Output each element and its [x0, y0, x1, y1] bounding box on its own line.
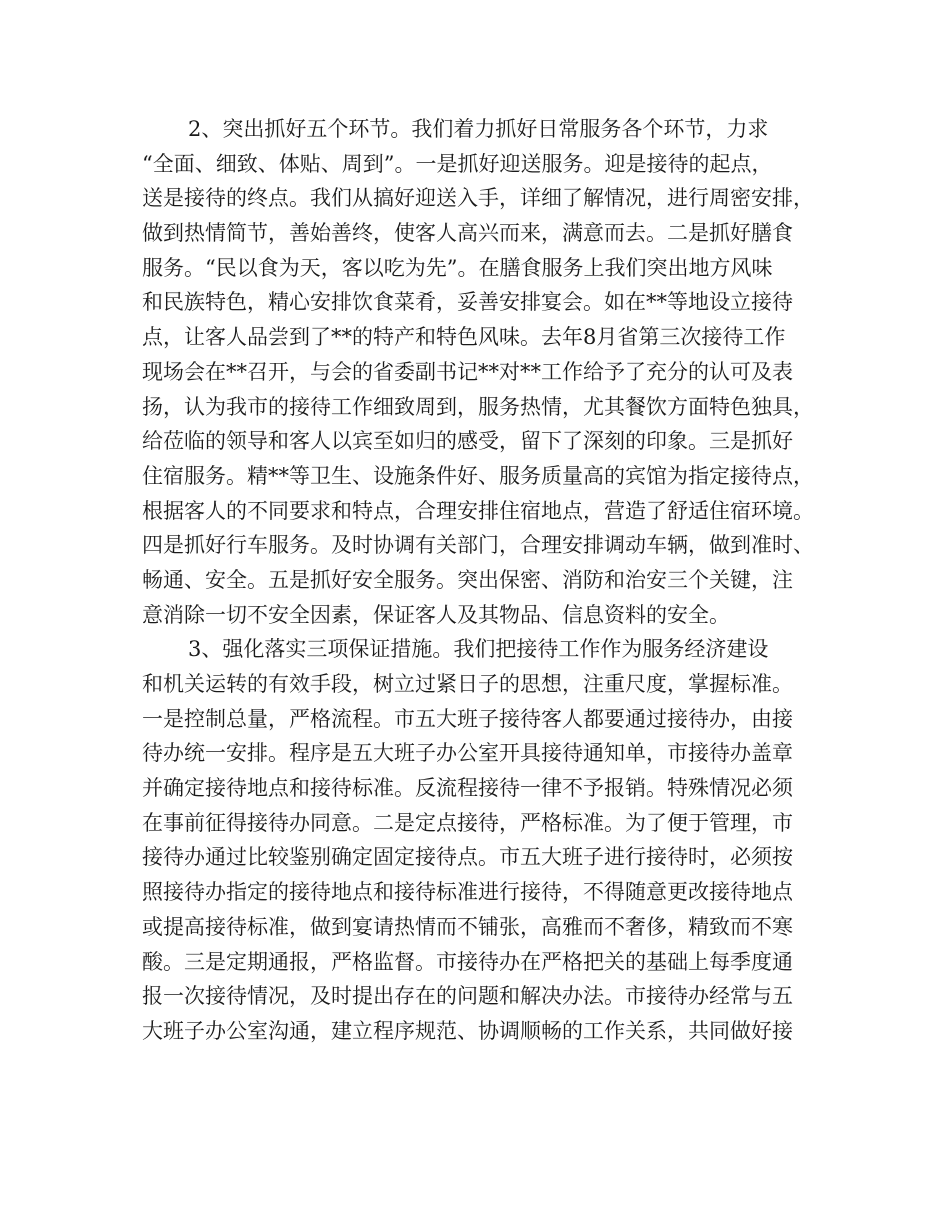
paragraph-2-line-2: “全面、细致、体贴、周到”。一是抓好迎送服务。迎是接待的起点， [142, 151, 773, 176]
paragraph-2-line-4: 做到热情简节，善始善终，使客人高兴而来，满意而去。二是抓好膳食 [142, 221, 793, 246]
paragraph-2-line-5: 服务。“民以食为天，客以吃为先”。在膳食服务上我们突出地方风味 [142, 255, 773, 280]
paragraph-2-line-10: 给莅临的领导和客人以宾至如归的感受，留下了深刻的印象。三是抓好 [142, 429, 793, 454]
paragraph-3-line-8: 照接待办指定的接待地点和接待标准进行接待，不得随意更改接待地点 [142, 880, 793, 905]
paragraph-2-line-7: 点，让客人品尝到了**的特产和特色风味。去年8月省第三次接待工作 [142, 325, 786, 350]
paragraph-2-line-14: 畅通、安全。五是抓好安全服务。突出保密、消防和治安三个关键，注 [142, 567, 793, 592]
paragraph-3-line-6: 在事前征得接待办同意。二是定点接待，严格标准。为了便于管理，市 [142, 810, 793, 835]
paragraph-3-line-10: 酸。三是定期通报，严格监督。市接待办在严格把关的基础上每季度通 [142, 949, 793, 974]
paragraph-2-line-3: 送是接待的终点。我们从搞好迎送入手，详细了解情况，进行周密安排， [142, 186, 814, 211]
paragraph-3-line-7: 接待办通过比较鉴别确定固定接待点。市五大班子进行接待时，必须按 [142, 845, 793, 870]
paragraph-3-line-5: 并确定接待地点和接待标准。反流程接待一律不予报销。特殊情况必须 [142, 776, 793, 801]
paragraph-2-line-12: 根据客人的不同要求和特点，合理安排住宿地点，营造了舒适住宿环境。 [142, 498, 814, 523]
paragraph-2-line-11: 住宿服务。精**等卫生、设施条件好、服务质量高的宾馆为指定接待点， [142, 463, 814, 488]
paragraph-3-line-12: 大班子办公室沟通，建立程序规范、协调顺畅的工作关系，共同做好接 [142, 1018, 793, 1043]
paragraph-3-line-1: 3、强化落实三项保证措施。我们把接待工作作为服务经济建设 [188, 637, 769, 662]
paragraph-2-line-13: 四是抓好行车服务。及时协调有关部门，合理安排调动车辆，做到准时、 [142, 533, 814, 558]
paragraph-3-line-11: 报一次接待情况，及时提出存在的问题和解决办法。市接待办经常与五 [142, 984, 793, 1009]
paragraph-2-line-15: 意消除一切不安全因素，保证客人及其物品、信息资料的安全。 [142, 602, 730, 627]
paragraph-2-line-9: 扬，认为我市的接待工作细致周到，服务热情，尤其餐饮方面特色独具， [142, 394, 814, 419]
paragraph-3-line-3: 一是控制总量，严格流程。市五大班子接待客人都要通过接待办，由接 [142, 706, 793, 731]
body-text [142, 112, 832, 1049]
paragraph-3-line-4: 待办统一安排。程序是五大班子办公室开具接待通知单，市接待办盖章 [142, 741, 793, 766]
paragraph-2-line-1: 2、突出抓好五个环节。我们着力抓好日常服务各个环节，力求 [188, 117, 769, 141]
paragraph-3-line-9: 或提高接待标准，做到宴请热情而不铺张，高雅而不奢侈，精致而不寒 [142, 914, 793, 939]
paragraph-2-line-8: 现场会在**召开，与会的省委副书记**对**工作给予了充分的认可及表 [142, 359, 793, 384]
paragraph-2-line-6: 和民族特色，精心安排饮食菜肴，妥善安排宴会。如在**等地设立接待 [142, 290, 793, 315]
paragraph-3-line-2: 和机关运转的有效手段，树立过紧日子的思想，注重尺度，掌握标准。 [142, 672, 793, 696]
